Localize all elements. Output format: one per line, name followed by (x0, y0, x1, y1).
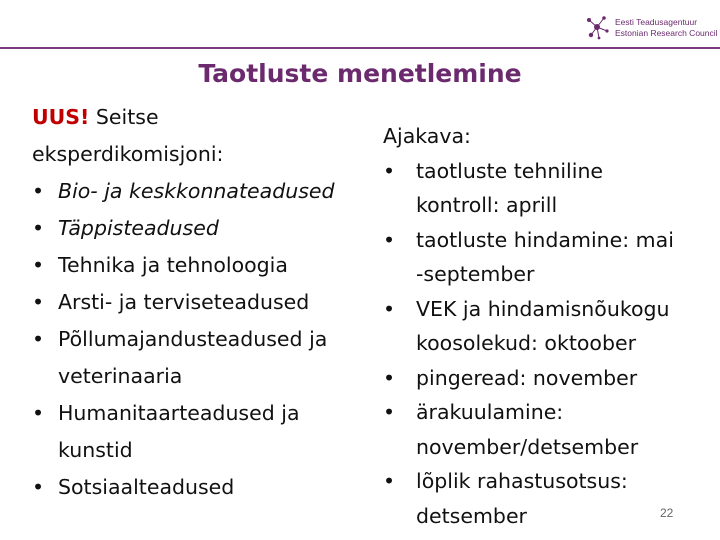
list-item-text: ärakuulamine: (416, 400, 564, 424)
bullet: • (32, 253, 45, 277)
bullet: • (383, 400, 396, 424)
list-item-text-continued: veterinaaria (58, 364, 183, 388)
list-item (32, 284, 372, 321)
list-item-text-continued: kunstid (58, 438, 133, 462)
list-item (383, 154, 713, 223)
list-item-text: lõplik rahastusotsus: (416, 469, 628, 493)
list-item-text: Tehnika ja tehnoloogia (58, 253, 288, 277)
committees-intro-rest: Seitse (89, 105, 159, 129)
list-item-text: Bio- ja keskkonnateadused (58, 179, 335, 203)
list-item (32, 247, 372, 284)
bullet: • (32, 327, 45, 351)
logo-text (615, 17, 718, 39)
list-item (32, 173, 372, 210)
list-item (383, 464, 713, 533)
logo-line-2: Estonian Research Council (615, 28, 718, 38)
list-item-text-continued: detsember (416, 503, 527, 528)
slide-title (0, 56, 720, 92)
list-item (383, 361, 713, 396)
list-item-text: pingeread: november (416, 365, 638, 390)
bullet: • (32, 179, 45, 203)
list-item-text: Põllumajandusteadused ja (58, 327, 328, 351)
list-item-text-continued: -september (416, 262, 535, 286)
committees-column (32, 99, 372, 506)
bullet: • (383, 365, 396, 390)
bullet: • (32, 401, 45, 425)
committees-intro-line-2: eksperdikomisjoni: (32, 142, 224, 166)
bullet: • (32, 216, 45, 240)
slide-title-text: Taotluste menetlemine (198, 59, 522, 88)
committees-list (32, 173, 372, 506)
bullet: • (383, 469, 396, 493)
page-number: 22 (660, 506, 674, 520)
estonian-research-council-logo (582, 12, 718, 46)
list-item (32, 395, 372, 469)
schedule-list (383, 154, 713, 534)
bullet: • (383, 296, 396, 321)
list-item-text-continued: kontroll: aprill (416, 193, 558, 217)
bullet: • (383, 158, 396, 183)
list-item-text-continued: koosolekud: oktoober (416, 331, 637, 355)
bullet: • (32, 475, 45, 499)
list-item (383, 292, 713, 361)
list-item (32, 321, 372, 395)
logo-line-1: Eesti Teadusagentuur (615, 17, 698, 27)
list-item (32, 469, 372, 506)
bullet: • (32, 290, 45, 314)
bullet: • (383, 227, 396, 252)
list-item-text: Arsti- ja terviseteadused (58, 290, 310, 314)
list-item-text: Sotsiaalteadused (58, 475, 235, 499)
list-item-text: Täppisteadused (58, 216, 219, 240)
schedule-column (383, 119, 713, 533)
list-item-text: taotluste tehniline (416, 158, 604, 183)
logo-mark-icon (582, 12, 612, 42)
schedule-heading: Ajakava: (383, 124, 471, 148)
list-item (383, 395, 713, 464)
list-item (32, 210, 372, 247)
list-item-text: taotluste hindamine: mai (416, 227, 674, 252)
header-divider (0, 47, 720, 49)
list-item-text: VEK ja hindamisnõukogu (416, 296, 670, 321)
list-item-text-continued: november/detsember (416, 434, 639, 459)
new-badge: UUS! (32, 105, 90, 129)
committees-intro (32, 99, 372, 136)
list-item-text: Humanitaarteadused ja (58, 401, 300, 425)
list-item (383, 223, 713, 292)
